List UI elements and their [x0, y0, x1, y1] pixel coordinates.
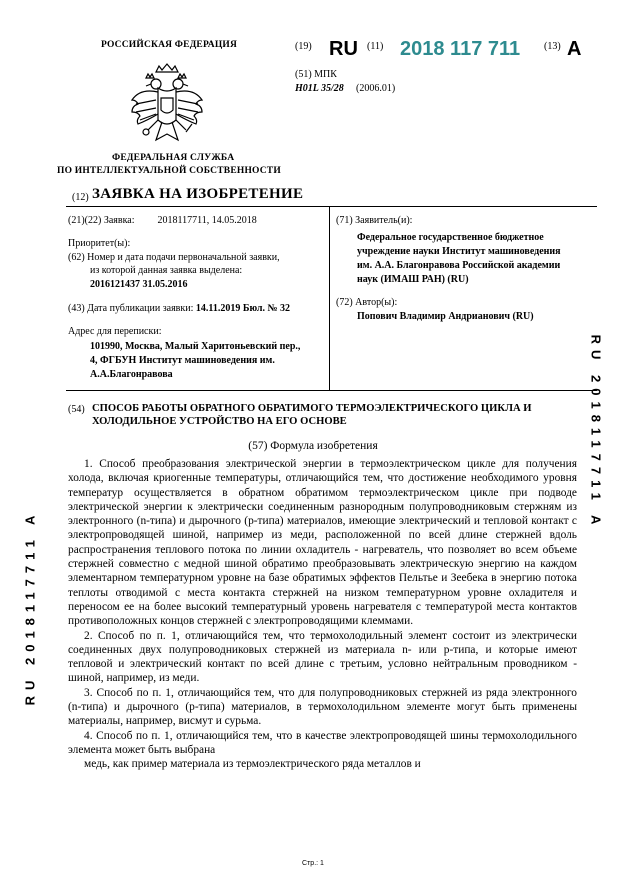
priority-label: Приоритет(ы): [68, 238, 131, 249]
code-54: (54) [68, 404, 85, 415]
application-value: 2018117711, 14.05.2018 [157, 215, 257, 226]
address-line1: 101990, Москва, Малый Харитоньевский пер., [90, 341, 301, 352]
application-label: (21)(22) Заявка: [68, 215, 135, 226]
author-value: Попович Владимир Андрианович (RU) [357, 311, 534, 322]
publication-field [68, 302, 290, 316]
page-number: Стр.: 1 [302, 860, 324, 867]
claims-body [68, 457, 577, 772]
applicant-line1: Федеральное государственное бюджетное [357, 232, 544, 243]
ipc-year: (2006.01) [356, 83, 396, 94]
document-number: 2018 117 711 [400, 38, 521, 60]
claim-4: 4. Способ по п. 1, отличающийся тем, что в качестве электропроводящей шины термохолодильного элемента может быть выбрана [68, 729, 577, 756]
f62-value: 2016121437 31.05.2016 [90, 279, 188, 290]
claim-1: 1. Способ преобразования электрической энергии в термоэлектрическом цикле для получения холода, включая криогенные температуры, отличающийся тем, что достижение необходимого уровня температур осуществляется в обратном обратимом термоэлектрическом цикле при подводе электрической энергии к электрически соединенным разнородным полупроводниковым стержням из электронного (n-типа) и дырочного (р-типа) материалов, имеющие электрический и тепловой контакт с электропроводящей шиной, например из меди, расположенной по всей длине стержней вдоль распространения теплового потока по линии охладитель - нагреватель, что позволяет во всем объеме стержней совместно с медной шиной обратимо преобразовывать электрическую энергию на каждом элементарном температурном уровне на базе обратимых эффектов Пельтье и Зеебека в энергию потока теплоты отводимой с места контакта стержней на низком температурном уровне охладителя и переносом ее на более высокий температурный уровень нагревателя с температурой места контактов противоположных концов стержней с электропроводящими клеммами. [68, 458, 577, 628]
code-19: (19) [295, 41, 312, 52]
coat-of-arms-icon [126, 60, 208, 152]
title-line1: СПОСОБ РАБОТЫ ОБРАТНОГО ОБРАТИМОГО ТЕРМОЭЛЕКТРИЧЕСКОГО ЦИКЛА И [92, 403, 532, 414]
application-field [68, 214, 257, 228]
author-label: (72) Автор(ы): [336, 297, 398, 308]
side-label-right: RU 2018117711 A [588, 334, 604, 531]
claims-heading: (57) Формула изобретения [248, 440, 378, 452]
agency-name-line2: ПО ИНТЕЛЛЕКТУАЛЬНОЙ СОБСТВЕННОСТИ [57, 166, 281, 176]
publication-label: (43) Дата публикации заявки: [68, 303, 194, 314]
invention-title [92, 402, 532, 428]
applicant-line3: им. А.А. Благонравова Российской академии [357, 260, 561, 271]
code-13: (13) [544, 41, 561, 52]
address-line2: 4, ФГБУН Институт машиноведения им. [90, 355, 275, 366]
applicant-line4: наук (ИМАШ РАН) (RU) [357, 274, 469, 285]
ipc-class: H01L 35/28 [295, 83, 344, 94]
header-divider [66, 206, 597, 207]
kind-code: A [567, 38, 582, 60]
claim-5-fragment: медь, как пример материала из термоэлектрического ряда металлов и [84, 758, 421, 771]
claim-2: 2. Способ по п. 1, отличающийся тем, что термохолодильный элемент состоит из электрически соединенных двух полупроводниковых стержней из материала n- или р-типа, и которые имеют тепловой и электрический контакт по всей длине с третьим, условно нейтральным проводником - шиной, например, из меди. [68, 629, 577, 685]
applicant-line2: учреждение науки Институт машиноведения [357, 246, 561, 257]
code-11: (11) [367, 41, 384, 52]
address-line3: А.А.Благонравова [90, 369, 173, 380]
agency-name-line1: ФЕДЕРАЛЬНАЯ СЛУЖБА [112, 153, 235, 163]
column-divider [329, 207, 330, 390]
address-label: Адрес для переписки: [68, 326, 162, 337]
f62-line1: (62) Номер и дата подачи первоначальной заявки, [68, 252, 280, 263]
publication-value: 14.11.2019 Бюл. № 32 [195, 303, 291, 314]
document-type: ЗАЯВКА НА ИЗОБРЕТЕНИЕ [92, 186, 304, 202]
applicant-label: (71) Заявитель(и): [336, 215, 413, 226]
claim-3: 3. Способ по п. 1, отличающийся тем, что для полупроводниковых стержней из ряда электронного (n-типа) и дырочного (р-типа) материалов, в термохолодильном элементе могут быть применены материалы, например, висмут и сурьма. [68, 686, 577, 728]
f62-line2: из которой данная заявка выделена: [90, 265, 243, 276]
code-51: (51) МПК [295, 69, 337, 80]
country-name: РОССИЙСКАЯ ФЕДЕРАЦИЯ [101, 40, 238, 50]
code-12: (12) [72, 192, 89, 203]
title-line2: ХОЛОДИЛЬНОЕ УСТРОЙСТВО НА ЕГО ОСНОВЕ [92, 416, 347, 427]
country-code: RU [329, 38, 358, 60]
side-label-left: RU 2018117711 A [22, 509, 38, 706]
biblio-divider [66, 390, 597, 391]
